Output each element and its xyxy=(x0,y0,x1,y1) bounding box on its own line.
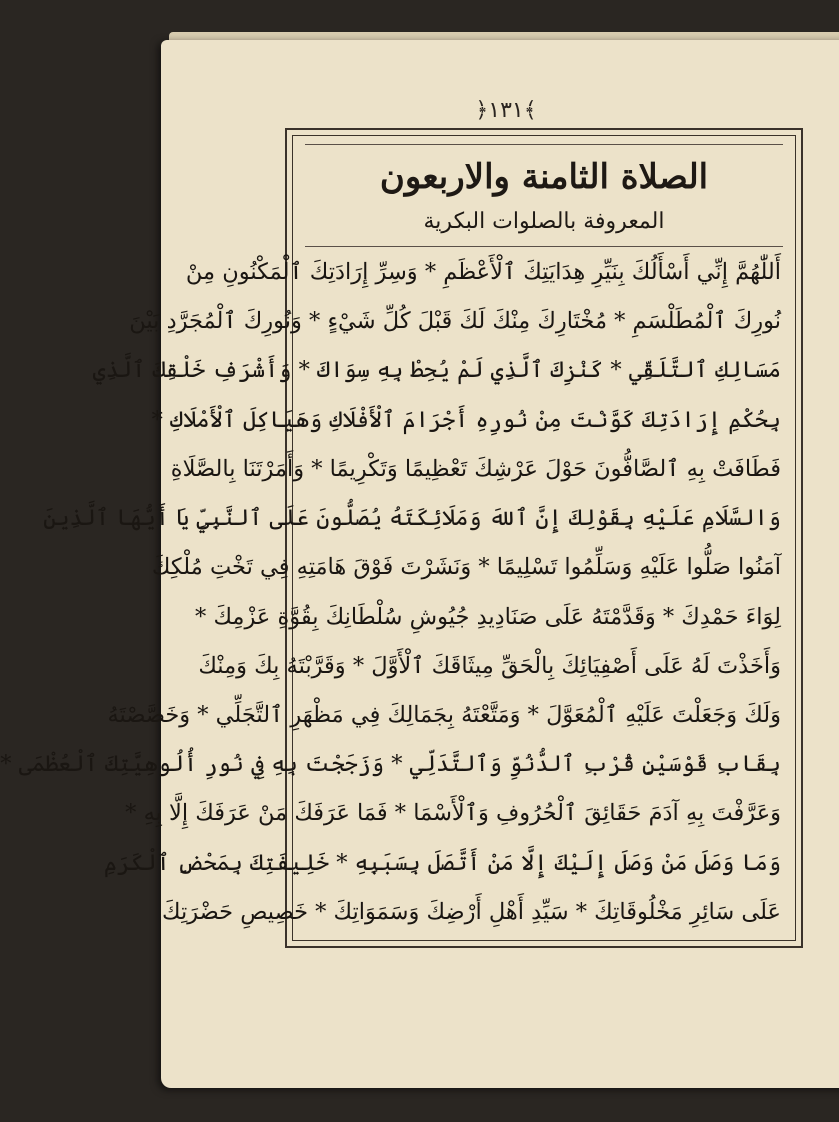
text-line: وَمَا وَصَلَ مَنْ وَصَلَ إِلَيْكَ إِلَّا مَنْ أَتَّصَلَ بِسَبَبِهِ * خَلِيفَتِكَ بِمَحْضِ ٱلْكَرَمِ xyxy=(103,849,781,876)
page-number: ﴿١٣١﴾ xyxy=(475,98,537,123)
text-line: نُورِكَ ٱلْمُطَلْسَمِ * مُخْتَارِكَ مِنْكَ لَكَ قَبْلَ كُلِّ شَيْءٍ * وَنُورِكَ ٱلْمُجَرَّدِ بَيْنَ xyxy=(129,308,781,335)
chapter-title: الصلاة الثامنة والاربعون xyxy=(379,157,709,197)
text-line: آمَنُوا صَلُّوا عَلَيْهِ وَسَلِّمُوا تَسْلِيمًا * وَنَشَرْتَ فَوْقَ هَامَتِهِ فِي تَخْتِ مُلْكِكَ xyxy=(151,554,781,581)
text-frame-inner xyxy=(0,135,796,941)
text-line: وَعَرَّفْتَ بِهِ آدَمَ حَقَائِقَ ٱلْحُرُوفِ وَٱلْأَسْمَا * فَمَا عَرَفَكَ مَنْ عَرَفَكَ إِلَّا بِهِ * xyxy=(125,800,781,827)
heading-rule xyxy=(305,246,783,247)
chapter-subtitle: المعروفة بالصلوات البكرية xyxy=(423,209,665,234)
body-text xyxy=(0,252,781,932)
text-line: بِقَابِ قَوْسَيْنِ قُرْبِ ٱلدُّنُوِّ وَٱلتَّدَلِّي * وَزَجَجْتَ بِهِ فِي نُورِ أُلُوهِيَّتِكَ ٱلْعُظْمَى * xyxy=(0,751,781,778)
text-line: بِحُكْمِ إِرَادَتِكَ كَوَّنْتَ مِنْ نُورِهِ أَجْرَامَ ٱلْأَفْلَاكِ وَهَيَاكِلَ ٱلْأَمْلَاكِ * xyxy=(151,406,781,433)
text-line: عَلَى سَائِرِ مَخْلُوقَاتِكَ * سَيِّدِ أَهْلِ أَرْضِكَ وَسَمَوَاتِكَ * خَصِيصِ حَضْرَتِكَ xyxy=(162,898,781,925)
text-line: فَطَافَتْ بِهِ ٱلصَّافُّونَ حَوْلَ عَرْشِكَ تَعْظِيمًا وَتَكْرِيمًا * وَأَمَرْتَنَا بِالصَّلَاةِ xyxy=(170,455,781,482)
text-line: وَالسَّلَامِ عَلَيْهِ بِقَوْلِكَ إِنَّ ٱللهَ وَمَلَائِكَتَهُ يُصَلُّونَ عَلَى ٱلنَّبِيِّ يَا أَيُّهَا ٱلَّذِينَ xyxy=(43,505,781,532)
text-frame xyxy=(0,128,803,948)
text-line: أَللّٰهُمَّ إِنِّي أَسْأَلُكَ بِنَيِّرِ هِدَايَتِكَ ٱلْأَعْظَمِ * وَسِرِّ إِرَادَتِكَ ٱلْمَكْنُونِ مِنْ xyxy=(185,259,781,285)
text-line: لِوَاءَ حَمْدِكَ * وَقَدَّمْتَهُ عَلَى صَنَادِيدِ جُيُوشِ سُلْطَانِكَ بِقُوَّةِ عَزْمِكَ * xyxy=(195,603,781,630)
text-line: مَسَالِكِ ٱلتَّلَقِّي * كَنْزِكَ ٱلَّذِي لَمْ يُحِطْ بِهِ سِوَاكَ * وَأَشْرَفِ خَلْقِكَ ٱلَّذِي xyxy=(92,357,781,384)
top-rule xyxy=(305,144,783,145)
text-line: وَلَكَ وَجَعَلْتَ عَلَيْهِ ٱلْمُعَوَّلَ * وَمَتَّعْتَهُ بِجَمَالِكَ فِي مَظْهَرِ ٱلتَّجَلِّي * وَخَصَّصْتَهُ xyxy=(107,701,781,728)
book-page xyxy=(0,40,839,1088)
text-line: وَأَخَذْتَ لَهُ عَلَى أَصْفِيَائِكَ بِالْحَقِّ مِيثَاقَكَ ٱلْأَوَّلَ * وَقَرَّبْتَهُ بِكَ وَمِنْكَ xyxy=(198,652,781,679)
